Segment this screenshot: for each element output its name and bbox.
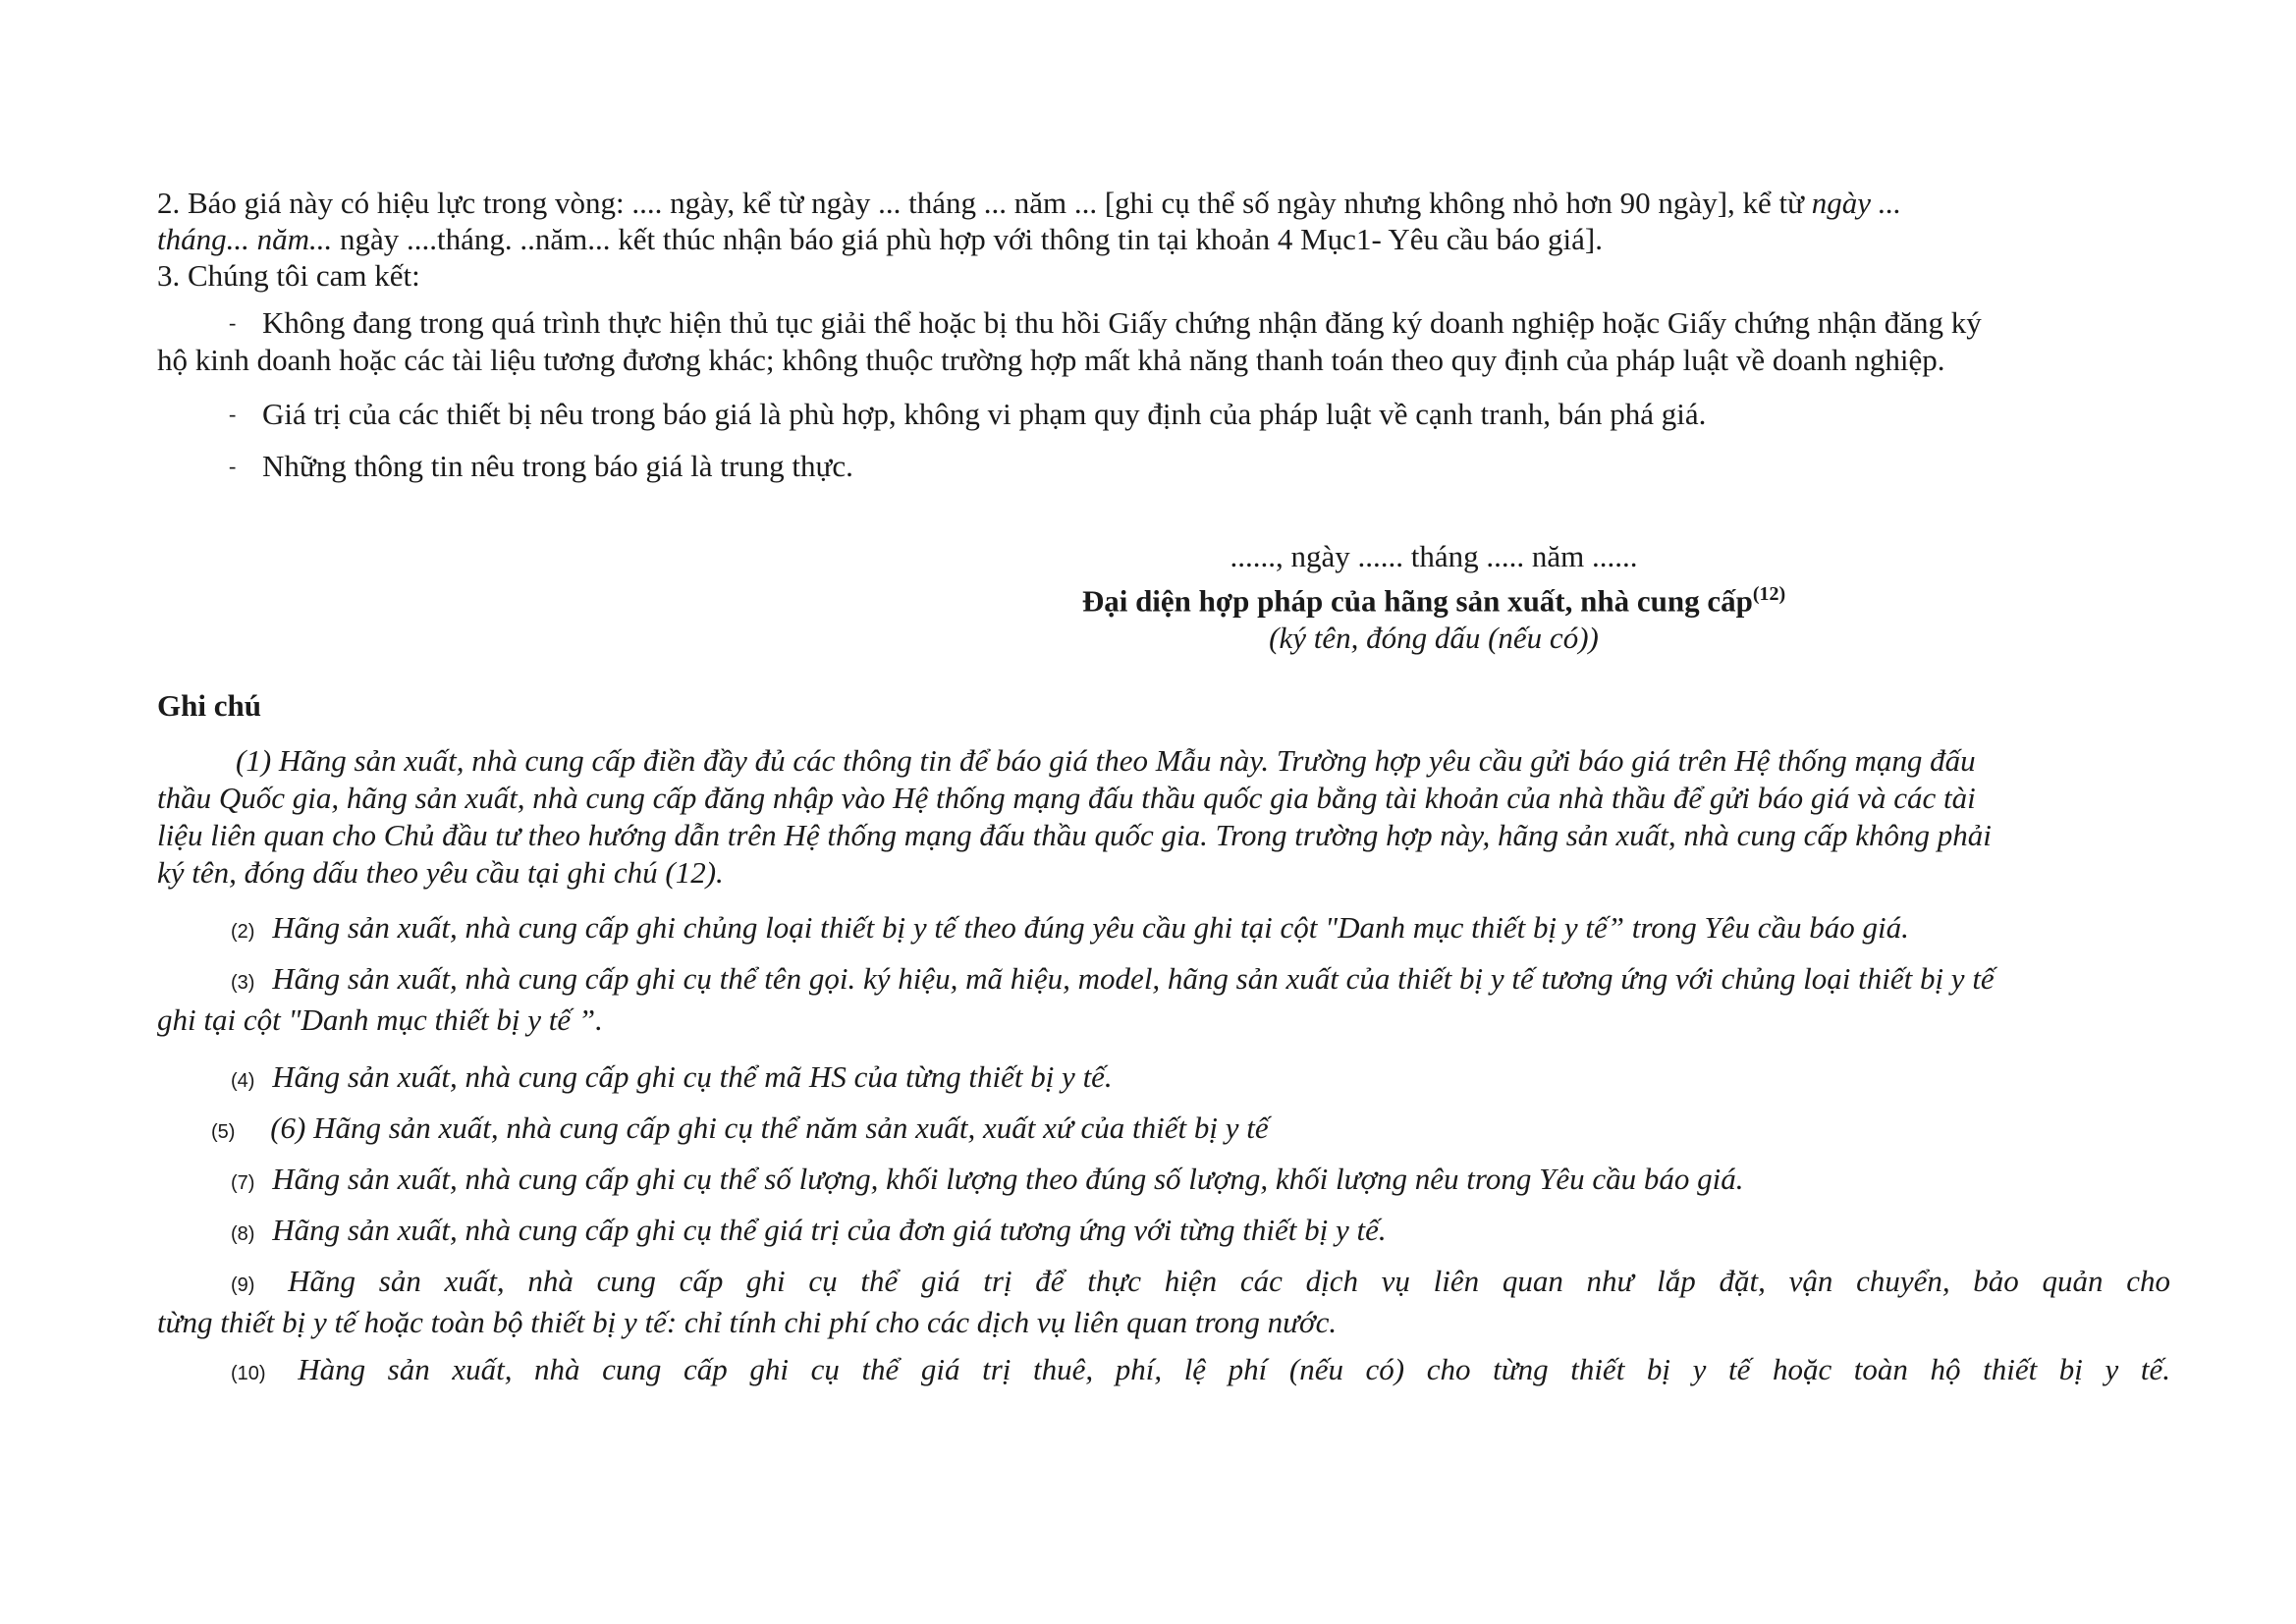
note-4-text: Hãng sản xuất, nhà cung cấp ghi cụ thể mã HS của từng thiết bị y tế. [272,1059,1113,1094]
note-9-line1: Hãng sản xuất, nhà cung cấp ghi cụ thể giá trị để thực hiện các dịch vụ liên quan như lắp đặt, vận chuyển, bảo quản cho [288,1264,2170,1298]
bullet-dash: - [229,402,237,426]
bullet-dash: - [229,310,237,335]
note-5 [157,1110,2224,1151]
note-2 [157,909,2244,950]
note-9-first [157,1263,2170,1304]
note-7-text: Hãng sản xuất, nhà cung cấp ghi cụ thể số lượng, khối lượng theo đúng số lượng, khối lượng nêu trong Yêu cầu báo giá. [272,1162,1744,1196]
signature-subtitle: (ký tên, đóng dấu (nếu có)) [1269,621,1599,656]
note-2-number: (2) [231,921,255,943]
note-4-number: (4) [231,1070,255,1092]
note-9 [157,1263,2170,1341]
commitment-heading: 3. Chúng tôi cam kết: [157,258,420,293]
commitment-bullet-2-text: Giá trị của các thiết bị nêu trong báo giá là phù hợp, không vi phạm quy định của pháp luật về cạnh tranh, bán phá giá. [262,397,1707,431]
note-3-line1: Hãng sản xuất, nhà cung cấp ghi cụ thể tên gọi. ký hiệu, mã hiệu, model, hãng sản xuất của thiết bị y tế tương ứng với chủng loại thiết bị y tế [272,961,1995,996]
validity-line1-italic: ngày ... [1811,186,1901,220]
commitment-bullet-3-text: Những thông tin nêu trong báo giá là trung thực. [262,449,853,483]
note-5-text: (6) Hãng sản xuất, nhà cung cấp ghi cụ thể năm sản xuất, xuất xứ của thiết bị y tế [270,1110,1269,1145]
commitment-bullet-1-first: Không đang trong quá trình thực hiện thủ tục giải thể hoặc bị thu hồi Giấy chứng nhận đăng ký doanh nghiệp hoặc Giấy chứng nhận đăng ký [262,305,1982,340]
validity-paragraph-line2 [157,221,2170,258]
note-9-line2: từng thiết bị y tế hoặc toàn bộ thiết bị y tế: chỉ tính chi phí cho các dịch vụ liên quan trong nước. [157,1305,1338,1339]
signature-block [1041,538,1827,657]
note-10 [157,1351,2170,1392]
commitment-bullet-1-rest: hộ kinh doanh hoặc các tài liệu tương đương khác; không thuộc trường hợp mất khả năng thanh toán theo quy định của pháp luật về doanh nghiệp. [157,343,1945,377]
validity-paragraph [157,185,2170,222]
note-10-number: (10) [231,1363,266,1384]
note-1-line4: ký tên, đóng dấu theo yêu cầu tại ghi chú (12). [157,855,724,890]
note-1 [157,742,2170,892]
note-3 [157,960,2170,1039]
note-7 [157,1161,2244,1202]
note-8-number: (8) [231,1223,255,1245]
note-5-number: (5) [211,1121,236,1143]
note-8-text: Hãng sản xuất, nhà cung cấp ghi cụ thể giá trị của đơn giá tương ứng với từng thiết bị y tế. [272,1213,1387,1247]
validity-line1: 2. Báo giá này có hiệu lực trong vòng: .... ngày, kể từ ngày ... tháng ... năm ... [ghi cụ thể số ngày nhưng không nhỏ hơn 90 ngày], kể từ [157,186,1804,220]
note-3-line2: ghi tại cột "Danh mục thiết bị y tế ”. [157,1002,603,1037]
note-9-number: (9) [231,1274,255,1296]
notes-title: Ghi chú [157,688,261,723]
note-1-line2: thầu Quốc gia, hãng sản xuất, nhà cung cấp đăng nhập vào Hệ thống mạng đấu thầu quốc gia bằng tài khoản của nhà thầu để gửi báo giá và các tài [157,781,1976,815]
validity-line2-italic: tháng... năm... [157,222,333,256]
bullet-dash: - [229,454,237,478]
note-2-text: Hãng sản xuất, nhà cung cấp ghi chủng loại thiết bị y tế theo đúng yêu cầu ghi tại cột "Danh mục thiết bị y tế” trong Yêu cầu báo giá. [272,910,1909,945]
note-8 [157,1212,2244,1253]
signature-title-text: Đại diện hợp pháp của hãng sản xuất, nhà cung cấp [1081,583,1753,619]
note-7-number: (7) [231,1172,255,1194]
signature-title [1041,575,1827,620]
validity-line2: ngày ....tháng. ..năm... kết thúc nhận báo giá phù hợp với thông tin tại khoản 4 Mục1- Yêu cầu báo giá]. [340,222,1603,256]
signature-title-sup: (12) [1752,583,1786,605]
note-1-line1: (1) Hãng sản xuất, nhà cung cấp điền đầy đủ các thông tin để báo giá theo Mẫu này. Trường hợp yêu cầu gửi báo giá trên Hệ thống mạng đấu [236,743,1976,778]
note-4 [157,1058,2244,1100]
signature-date-line: ......, ngày ...... tháng ..... năm ...... [1230,539,1638,573]
note-3-first [157,960,2170,1001]
note-10-text: Hàng sản xuất, nhà cung cấp ghi cụ thể giá trị thuê, phí, lệ phí (nếu có) cho từng thiết bị y tế hoặc toàn hộ thiết bị y tế. [298,1352,2171,1386]
note-3-number: (3) [231,972,255,994]
note-1-line3: liệu liên quan cho Chủ đầu tư theo hướng dẫn trên Hệ thống mạng đấu thầu quốc gia. Trong trường hợp này, hãng sản xuất, nhà cung cấp không phải [157,818,1992,852]
